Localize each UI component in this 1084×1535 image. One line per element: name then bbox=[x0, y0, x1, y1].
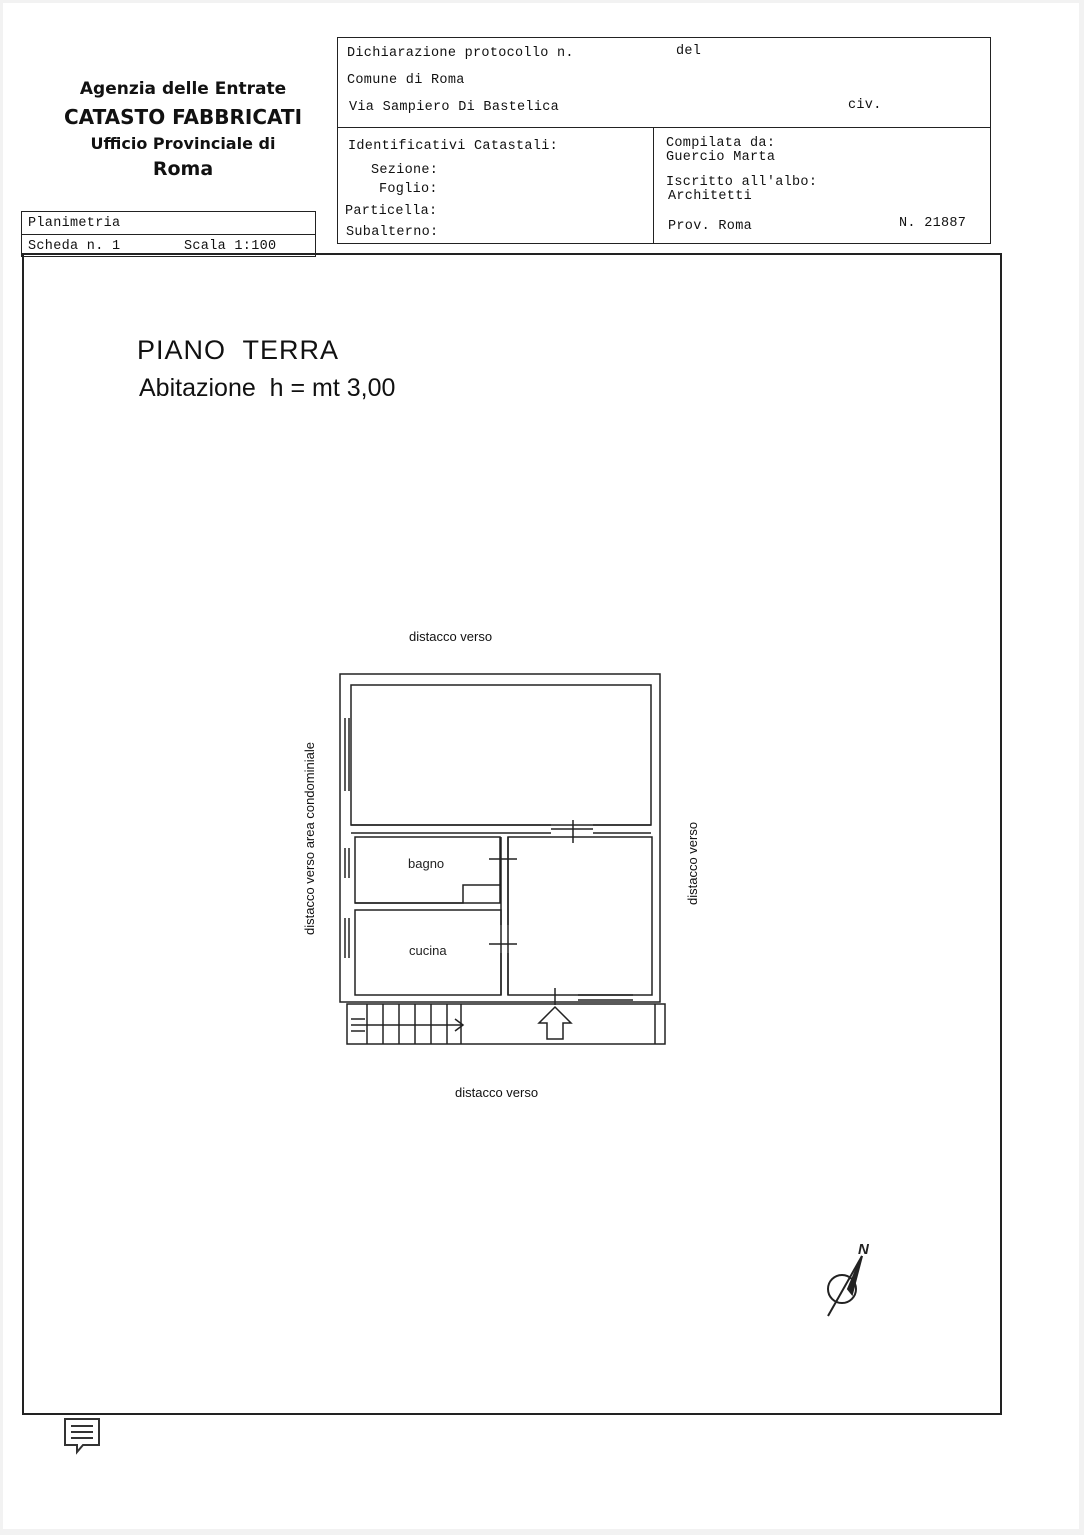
subalterno-label: Subalterno: bbox=[346, 225, 439, 240]
ufficio-city: Roma bbox=[152, 158, 214, 180]
floor-plan bbox=[303, 663, 673, 1063]
protocol-label: Dichiarazione protocollo n. bbox=[347, 46, 574, 61]
stairs bbox=[351, 1004, 463, 1044]
iscritto-label: Iscritto all'albo: bbox=[666, 175, 818, 190]
scala-label: Scala 1:100 bbox=[184, 239, 277, 254]
label-right: distacco verso bbox=[685, 821, 700, 905]
identifiers-title: Identificativi Catastali: bbox=[348, 139, 559, 154]
north-compass-icon bbox=[818, 1238, 888, 1323]
label-left: distacco verso area condominiale bbox=[302, 742, 317, 935]
document-sheet bbox=[3, 3, 1079, 1529]
living-room-wall bbox=[351, 685, 651, 825]
compilata-label: Compilata da: bbox=[666, 136, 776, 151]
floor-subtitle: Abitazione h = mt 3,00 bbox=[139, 374, 396, 402]
label-top: distacco verso bbox=[409, 629, 493, 644]
catasto-title: CATASTO FABBRICATI bbox=[63, 105, 303, 129]
del-label: del bbox=[676, 44, 702, 59]
ufficio-label: Ufficio Provinciale di bbox=[90, 134, 276, 153]
albo-value: Architetti bbox=[668, 189, 753, 204]
room-cucina: cucina bbox=[409, 943, 447, 958]
floor-title: PIANO TERRA bbox=[137, 335, 340, 365]
particella-label: Particella: bbox=[345, 204, 438, 219]
scheda-label: Scheda n. 1 bbox=[28, 239, 121, 254]
label-bottom: distacco verso bbox=[455, 1085, 539, 1100]
address-label: Via Sampiero Di Bastelica bbox=[349, 100, 560, 115]
porch bbox=[347, 1004, 665, 1044]
notes-icon[interactable] bbox=[63, 1417, 101, 1455]
north-label: N bbox=[858, 1241, 869, 1258]
room-bagno: bagno bbox=[408, 856, 445, 871]
prov-label: Prov. Roma bbox=[668, 219, 753, 234]
entrance-arrow bbox=[539, 1007, 571, 1039]
sezione-label: Sezione: bbox=[371, 163, 439, 178]
registration-number: N. 21887 bbox=[899, 216, 967, 231]
comune-label: Comune di Roma bbox=[347, 73, 465, 88]
compiler-name: Guercio Marta bbox=[666, 150, 776, 165]
planimetria-label: Planimetria bbox=[28, 216, 121, 231]
civ-label: civ. bbox=[848, 98, 882, 113]
agency-name: Agenzia delle Entrate bbox=[79, 79, 287, 99]
foglio-label: Foglio: bbox=[379, 182, 438, 197]
